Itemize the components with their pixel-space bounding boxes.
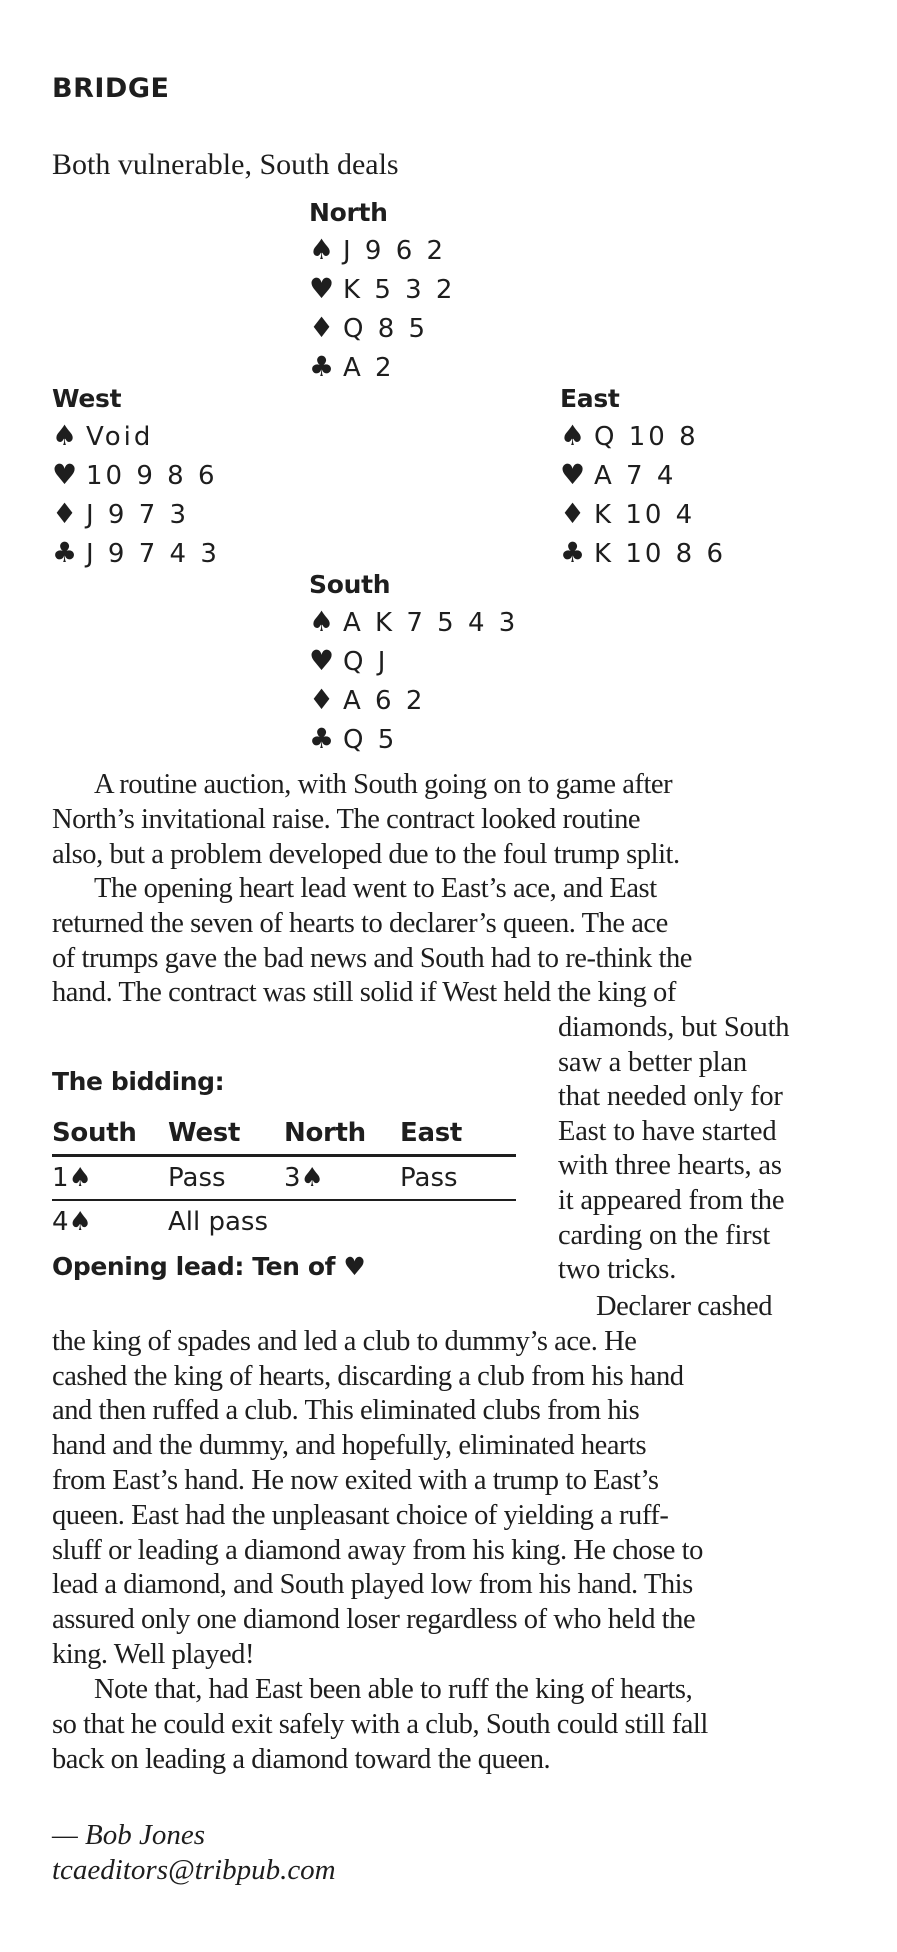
- diamonds-row: [52, 495, 282, 534]
- heart-icon: ♥: [560, 458, 586, 491]
- text-line: hand and the dummy, and hopefully, eliminated hearts: [52, 1430, 647, 1462]
- bidding-table: [52, 1112, 516, 1243]
- bidding-header-west: West: [168, 1112, 284, 1156]
- diamonds-row: [560, 495, 790, 534]
- text-line: king. Well played!: [52, 1638, 254, 1670]
- text-line: The opening heart lead went to East’s ace, and East: [94, 873, 657, 904]
- text-line: carding on the first: [558, 1219, 771, 1251]
- heart-icon: ♥: [309, 272, 335, 305]
- author-email[interactable]: tcaeditors@tribpub.com: [52, 1854, 336, 1886]
- spade-icon: ♠: [309, 605, 335, 638]
- paragraph-2-column: [558, 1011, 789, 1288]
- text-line: that needed only for: [558, 1081, 783, 1113]
- diamond-icon: ♦: [560, 497, 586, 530]
- author-name: — Bob Jones: [52, 1819, 206, 1851]
- hand-north: [309, 194, 539, 387]
- club-icon: ♣: [560, 536, 586, 569]
- text-line: East to have started: [558, 1115, 777, 1147]
- text-line: assured only one diamond loser regardless of who held the: [52, 1604, 696, 1636]
- diamond-icon: ♦: [309, 311, 335, 344]
- clubs-cards: J 9 7 4 3: [86, 539, 220, 569]
- bid-cell: 1♠: [52, 1156, 168, 1201]
- paragraph-2: [52, 872, 692, 1011]
- text-line: of trumps gave the bad news and South had to re-think the: [52, 942, 692, 974]
- clubs-row: [52, 534, 282, 573]
- heart-icon: ♥: [52, 458, 78, 491]
- text-line: with three hearts, as: [558, 1150, 782, 1182]
- text-line: back on leading a diamond toward the queen.: [52, 1743, 551, 1775]
- bidding-header-north: North: [284, 1112, 400, 1156]
- bid-cell: 4♠: [52, 1207, 92, 1237]
- hearts-cards: K 5 3 2: [343, 275, 456, 305]
- spades-row: [309, 603, 539, 642]
- hand-south: [309, 566, 539, 759]
- spades-row: [52, 417, 282, 456]
- column-title: BRIDGE: [52, 73, 170, 104]
- clubs-cards: A 2: [343, 353, 395, 383]
- bidding-row: [52, 1200, 516, 1243]
- spades-row: [560, 417, 790, 456]
- bid-cell: Pass: [168, 1156, 284, 1201]
- signature: [52, 1818, 336, 1888]
- diamond-icon: ♦: [309, 683, 335, 716]
- clubs-row: [309, 720, 539, 759]
- bidding-row: [52, 1156, 516, 1201]
- club-icon: ♣: [52, 536, 78, 569]
- bidding-title: The bidding:: [52, 1067, 225, 1096]
- bid-cell: [284, 1200, 400, 1243]
- diamonds-cards: J 9 7 3: [86, 500, 190, 530]
- bidding-header-row: [52, 1112, 516, 1156]
- bidding-header-south: South: [52, 1112, 168, 1156]
- text-line: returned the seven of hearts to declarer’s queen. The ace: [52, 907, 668, 939]
- hand-west: [52, 380, 282, 573]
- hand-label: South: [309, 570, 391, 599]
- spade-icon: ♠: [560, 419, 586, 452]
- diamonds-row: [309, 681, 539, 720]
- text-line: Declarer cashed: [596, 1291, 772, 1322]
- text-line: it appeared from the: [558, 1184, 785, 1216]
- bidding-box: [52, 1062, 516, 1289]
- text-line: so that he could exit safely with a club, South could still fall: [52, 1708, 708, 1740]
- bidding-header-east: East: [400, 1112, 516, 1156]
- paragraph-3: [52, 1290, 772, 1673]
- text-line: also, but a problem developed due to the foul trump split.: [52, 838, 680, 870]
- opening-lead-label: Opening lead: Ten of: [52, 1252, 344, 1281]
- hearts-row: [309, 270, 539, 309]
- text-line: from East’s hand. He now exited with a trump to East’s: [52, 1464, 659, 1496]
- spade-icon: ♠: [52, 419, 78, 452]
- diamonds-cards: A 6 2: [343, 686, 426, 716]
- paragraph-1: [52, 768, 680, 872]
- bid-cell: Pass: [400, 1156, 516, 1201]
- hearts-row: [52, 456, 282, 495]
- spades-cards: Q 10 8: [594, 422, 699, 452]
- text-line: North’s invitational raise. The contract looked routine: [52, 803, 641, 835]
- spades-cards: A K 7 5 4 3: [343, 608, 519, 638]
- clubs-cards: K 10 8 6: [594, 539, 727, 569]
- hearts-cards: A 7 4: [594, 461, 677, 491]
- text-line: A routine auction, with South going on to game after: [94, 769, 673, 800]
- text-line: sluff or leading a diamond away from his king. He chose to: [52, 1534, 703, 1566]
- text-line: lead a diamond, and South played low from his hand. This: [52, 1569, 693, 1601]
- bid-cell: 3♠: [284, 1156, 400, 1201]
- text-line: cashed the king of hearts, discarding a club from his hand: [52, 1360, 684, 1392]
- diamonds-cards: K 10 4: [594, 500, 696, 530]
- hand-east: [560, 380, 790, 573]
- diamond-icon: ♦: [52, 497, 78, 530]
- hearts-cards: 10 9 8 6: [86, 461, 218, 491]
- opening-lead: [52, 1245, 516, 1289]
- vulnerability-line: Both vulnerable, South deals: [52, 148, 399, 181]
- text-line: saw a better plan: [558, 1046, 747, 1078]
- clubs-cards: Q 5: [343, 725, 398, 755]
- text-line: queen. East had the unpleasant choice of yielding a ruff-: [52, 1499, 669, 1531]
- hearts-cards: Q J: [343, 647, 389, 677]
- text-line: the king of spades and led a club to dummy’s ace. He: [52, 1325, 637, 1357]
- hand-label: East: [560, 384, 620, 413]
- club-icon: ♣: [309, 350, 335, 383]
- bid-cell: [400, 1200, 516, 1243]
- text-line: Note that, had East been able to ruff the king of hearts,: [94, 1674, 693, 1705]
- spade-icon: ♠: [309, 233, 335, 266]
- heart-icon: ♥: [309, 644, 335, 677]
- hearts-row: [560, 456, 790, 495]
- text-line: diamonds, but South: [558, 1012, 790, 1043]
- diamonds-cards: Q 8 5: [343, 314, 429, 344]
- club-icon: ♣: [309, 722, 335, 755]
- text-line: two tricks.: [558, 1254, 677, 1286]
- clubs-row: [309, 348, 539, 387]
- heart-icon: ♥: [343, 1252, 366, 1281]
- bid-cell: All pass: [168, 1207, 269, 1237]
- hand-label: North: [309, 198, 388, 227]
- hand-label: West: [52, 384, 122, 413]
- hearts-row: [309, 642, 539, 681]
- spades-cards: Void: [86, 422, 154, 452]
- diamonds-row: [309, 309, 539, 348]
- paragraph-4: [52, 1673, 708, 1777]
- text-line: and then ruffed a club. This eliminated clubs from his: [52, 1395, 640, 1427]
- clubs-row: [560, 534, 790, 573]
- text-line: hand. The contract was still solid if West held the king of: [52, 977, 676, 1009]
- spades-row: [309, 231, 539, 270]
- spades-cards: J 9 6 2: [343, 236, 447, 266]
